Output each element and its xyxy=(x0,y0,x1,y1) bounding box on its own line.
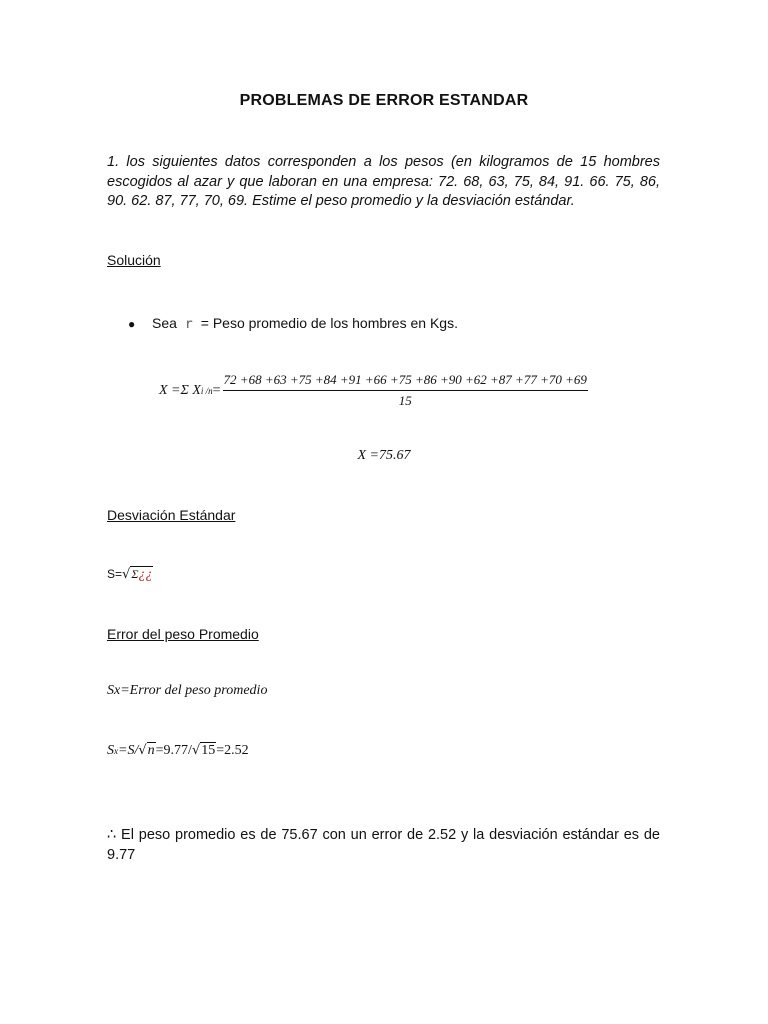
mean-formula-lhs: X =Σ X xyxy=(159,382,201,398)
sqrt-icon: √ xyxy=(122,567,131,582)
bullet-prefix: Sea xyxy=(152,315,177,331)
bullet-definition xyxy=(128,315,458,332)
bullet-text: = Peso promedio de los hombres en Kgs. xyxy=(200,315,458,331)
fraction-denominator: 15 xyxy=(398,393,412,408)
mean-result: X =75.67 xyxy=(357,448,411,463)
sqrt-icon: √ xyxy=(191,743,201,758)
std-dev-heading: Desviación Estándar xyxy=(107,507,236,523)
page-title: PROBLEMAS DE ERROR ESTANDAR xyxy=(239,92,529,109)
sx-formula xyxy=(107,742,249,759)
s-label: S= xyxy=(107,567,123,581)
mean-fraction xyxy=(223,372,588,409)
problem-statement: 1. los siguientes datos corresponden a los pesos (en kilogramos de 15 hombres escogidos al azar y que laboran en una empresa: 72. 68, 63, 75, 84, 91. 66. 75, 86, 90. 62. 87, 77, 70, 69. Estime el peso promedio y la desviación estándar. xyxy=(107,154,660,209)
sx-subscript: x xyxy=(114,746,118,756)
mean-formula-subscript: i /n xyxy=(200,385,213,396)
mean-error-heading: Error del peso Promedio xyxy=(107,626,259,642)
conclusion: ∴ El peso promedio es de 75.67 con un error de 2.52 y la desviación estándar es de 9.77 xyxy=(107,827,660,863)
mean-symbol: r xyxy=(184,317,193,332)
bullet-icon: ● xyxy=(128,317,136,331)
sqrt-icon: √ xyxy=(138,743,147,758)
sqrt-n: n xyxy=(147,743,155,758)
sx-expr-1: =S/ xyxy=(118,743,139,758)
sx-expr-3: =2.52 xyxy=(216,743,249,758)
broken-glyphs: ¿¿ xyxy=(138,567,153,582)
sx-symbol: S xyxy=(107,743,114,758)
solution-heading: Solución xyxy=(107,252,161,268)
sx-expr-2: =9.77/ xyxy=(155,743,192,758)
mean-formula-equals: = xyxy=(212,382,221,398)
fraction-numerator: 72 +68 +63 +75 +84 +91 +66 +75 +86 +90 +62 +87 +77 +70 +69 xyxy=(223,372,588,391)
sqrt-15: 15 xyxy=(201,743,216,758)
std-dev-formula xyxy=(107,566,153,583)
radicand xyxy=(130,566,153,583)
mean-formula xyxy=(159,372,588,409)
sigma-symbol: Σ xyxy=(131,567,139,581)
sx-definition: Sx=Error del peso promedio xyxy=(107,683,268,698)
